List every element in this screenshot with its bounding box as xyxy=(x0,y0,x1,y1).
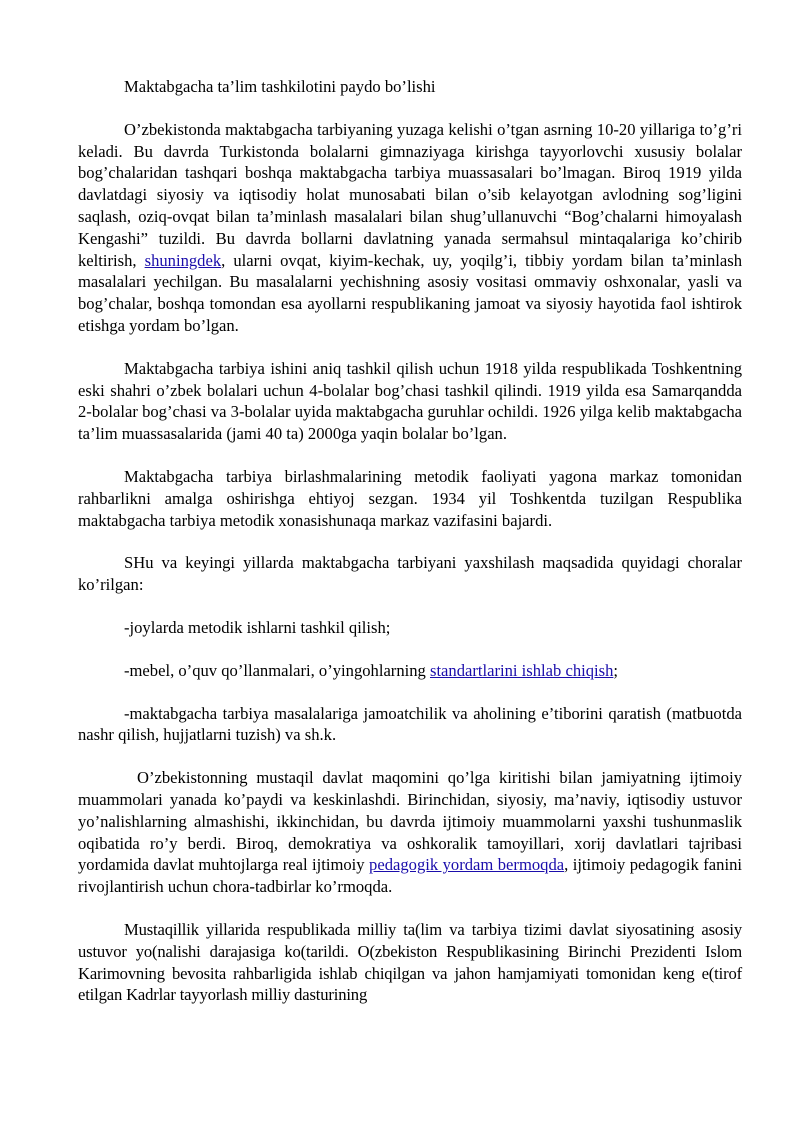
paragraph-first-kindergartens: Maktabgacha tarbiya ishini aniq tashkil qilish uchun 1918 yilda respublikada Toshkentning eski shahri o’zbek bolalari uchun 4-bolalar bog’chasi tashkil qilindi. 1919 yilda esa Samarqandda 2-bolalar bog’chasi va 3-bolalar uyida maktabgacha guruhlar ochildi. 1926 yilga kelib maktabgacha ta’lim muassasalarida (jami 40 ta) 2000ga yaqin bolalar bo’lgan. xyxy=(78,358,742,444)
paragraph-methodical-center: Maktabgacha tarbiya birlashmalarining metodik faoliyati yagona markaz tomonidan rahbarlikni amalga oshirishga ehtiyoj sezgan. 1934 yil Toshkentda tuzilgan Respublika maktabgacha tarbiya metodik xonasishunaqa markaz vazifasini bajardi. xyxy=(78,466,742,530)
paragraph-text: O’zbekistonda maktabgacha tarbiyaning yuzaga kelishi o’tgan asrning 10-20 yillariga to’g’ri keladi. Bu davrda Turkistonda bolalarni gimnaziyaga kirishga tayyorlovchi xususiy bolalar bog’chalaridan tashqari boshqa maktabgacha tarbiya muassasalari bo’lmagan. Biroq 1919 yilda davlatdagi siyosiy va iqtisodiy holat munosabati bilan o’sib kelayotgan avlodning sog’ligini saqlash, oziq-ovqat bilan ta’minlash masalalari bilan shug’ullanuvchi “Bog’chalarni himoyalash Kengashi” tuzildi. Bu davrda bollarni davlatning yanada sermahsul mintaqalariga ko’chirib keltirish, xyxy=(78,119,742,270)
list-item-methodical-work: -joylarda metodik ishlarni tashkil qilish; xyxy=(124,617,391,637)
paragraph-independence xyxy=(78,767,742,898)
paragraph-text: , ularni ovqat, kiyim-kechak, uy, yoqilg’i, tibbiy yordam bilan ta’minlash masalalari yechilgan. Bu masalalarni yechishning asosiy vositasi ommaviy oshxonalar, yasli va bog’chalar, boshqa tomondan esa ayollarni respublikaning jamoat va siyosiy hayotida faol ishtirok etishga yordam bo’lgan. xyxy=(78,250,742,335)
list-item-standards xyxy=(78,660,742,682)
document-title: Maktabgacha ta’lim tashkilotini paydo bo’lishi xyxy=(124,77,436,96)
link-shuningdek[interactable]: shuningdek xyxy=(144,250,222,270)
list-item-public-attention: -maktabgacha tarbiya masalalariga jamoatchilik va aholining e’tiborini qaratish (matbuotda nashr qilish, hujjatlarni tuzish) va sh.k. xyxy=(78,703,742,745)
list-item-text: ; xyxy=(613,660,619,680)
link-standartlarini-ishlab-chiqish[interactable]: standartlarini ishlab chiqish xyxy=(429,660,614,680)
paragraph-measures-intro: SHu va keyingi yillarda maktabgacha tarbiyani yaxshilash maqsadida quyidagi choralar ko’rilgan: xyxy=(78,553,742,595)
paragraph-national-education: Mustaqillik yillarida respublikada milliy ta(lim va tarbiya tizimi davlat siyosatining asosiy ustuvor yo(nalishi darajasiga ko(tarildi. O(zbekiston Respublikasining Birinchi Prezidenti Islom Karimovning bevosita rahbarligida ishlab chiqilgan va jahon hamjamiyati tomonidan keng e(tirof etilgan Kadrlar tayyorlash milliy dasturining xyxy=(78,919,742,1005)
paragraph-text: O’zbekistonning mustaqil davlat maqomini qo’lga kiritishi bilan jamiyatning ijtimoiy muammolari yanada ko’paydi va keskinlashdi. Birinchidan, siyosiy, ma’naviy, iqtisodiy ustuvor yo’nalishlarning almashishi, ikkinchidan, bu davrda ijtimoiy muammolarni yaxshi tushunmaslik oqibatida ro’y berdi. Biroq, demokratiya va oshkoralik tamoyillari, xorij davlatlari tajribasi yordamida davlat muhtojlarga real ijtimoiy xyxy=(78,768,742,875)
paragraph-history-origins xyxy=(78,119,742,337)
link-pedagogik-yordam-bermoqda[interactable]: pedagogik yordam bermoqda xyxy=(369,855,565,875)
list-item-text: -mebel, o’quv qo’llanmalari, o’yingohlarning xyxy=(124,660,430,680)
paragraph-text: , ijtimoiy pedagogik fanini rivojlantirish uchun chora-tadbirlar ko’rmoqda. xyxy=(78,855,742,897)
